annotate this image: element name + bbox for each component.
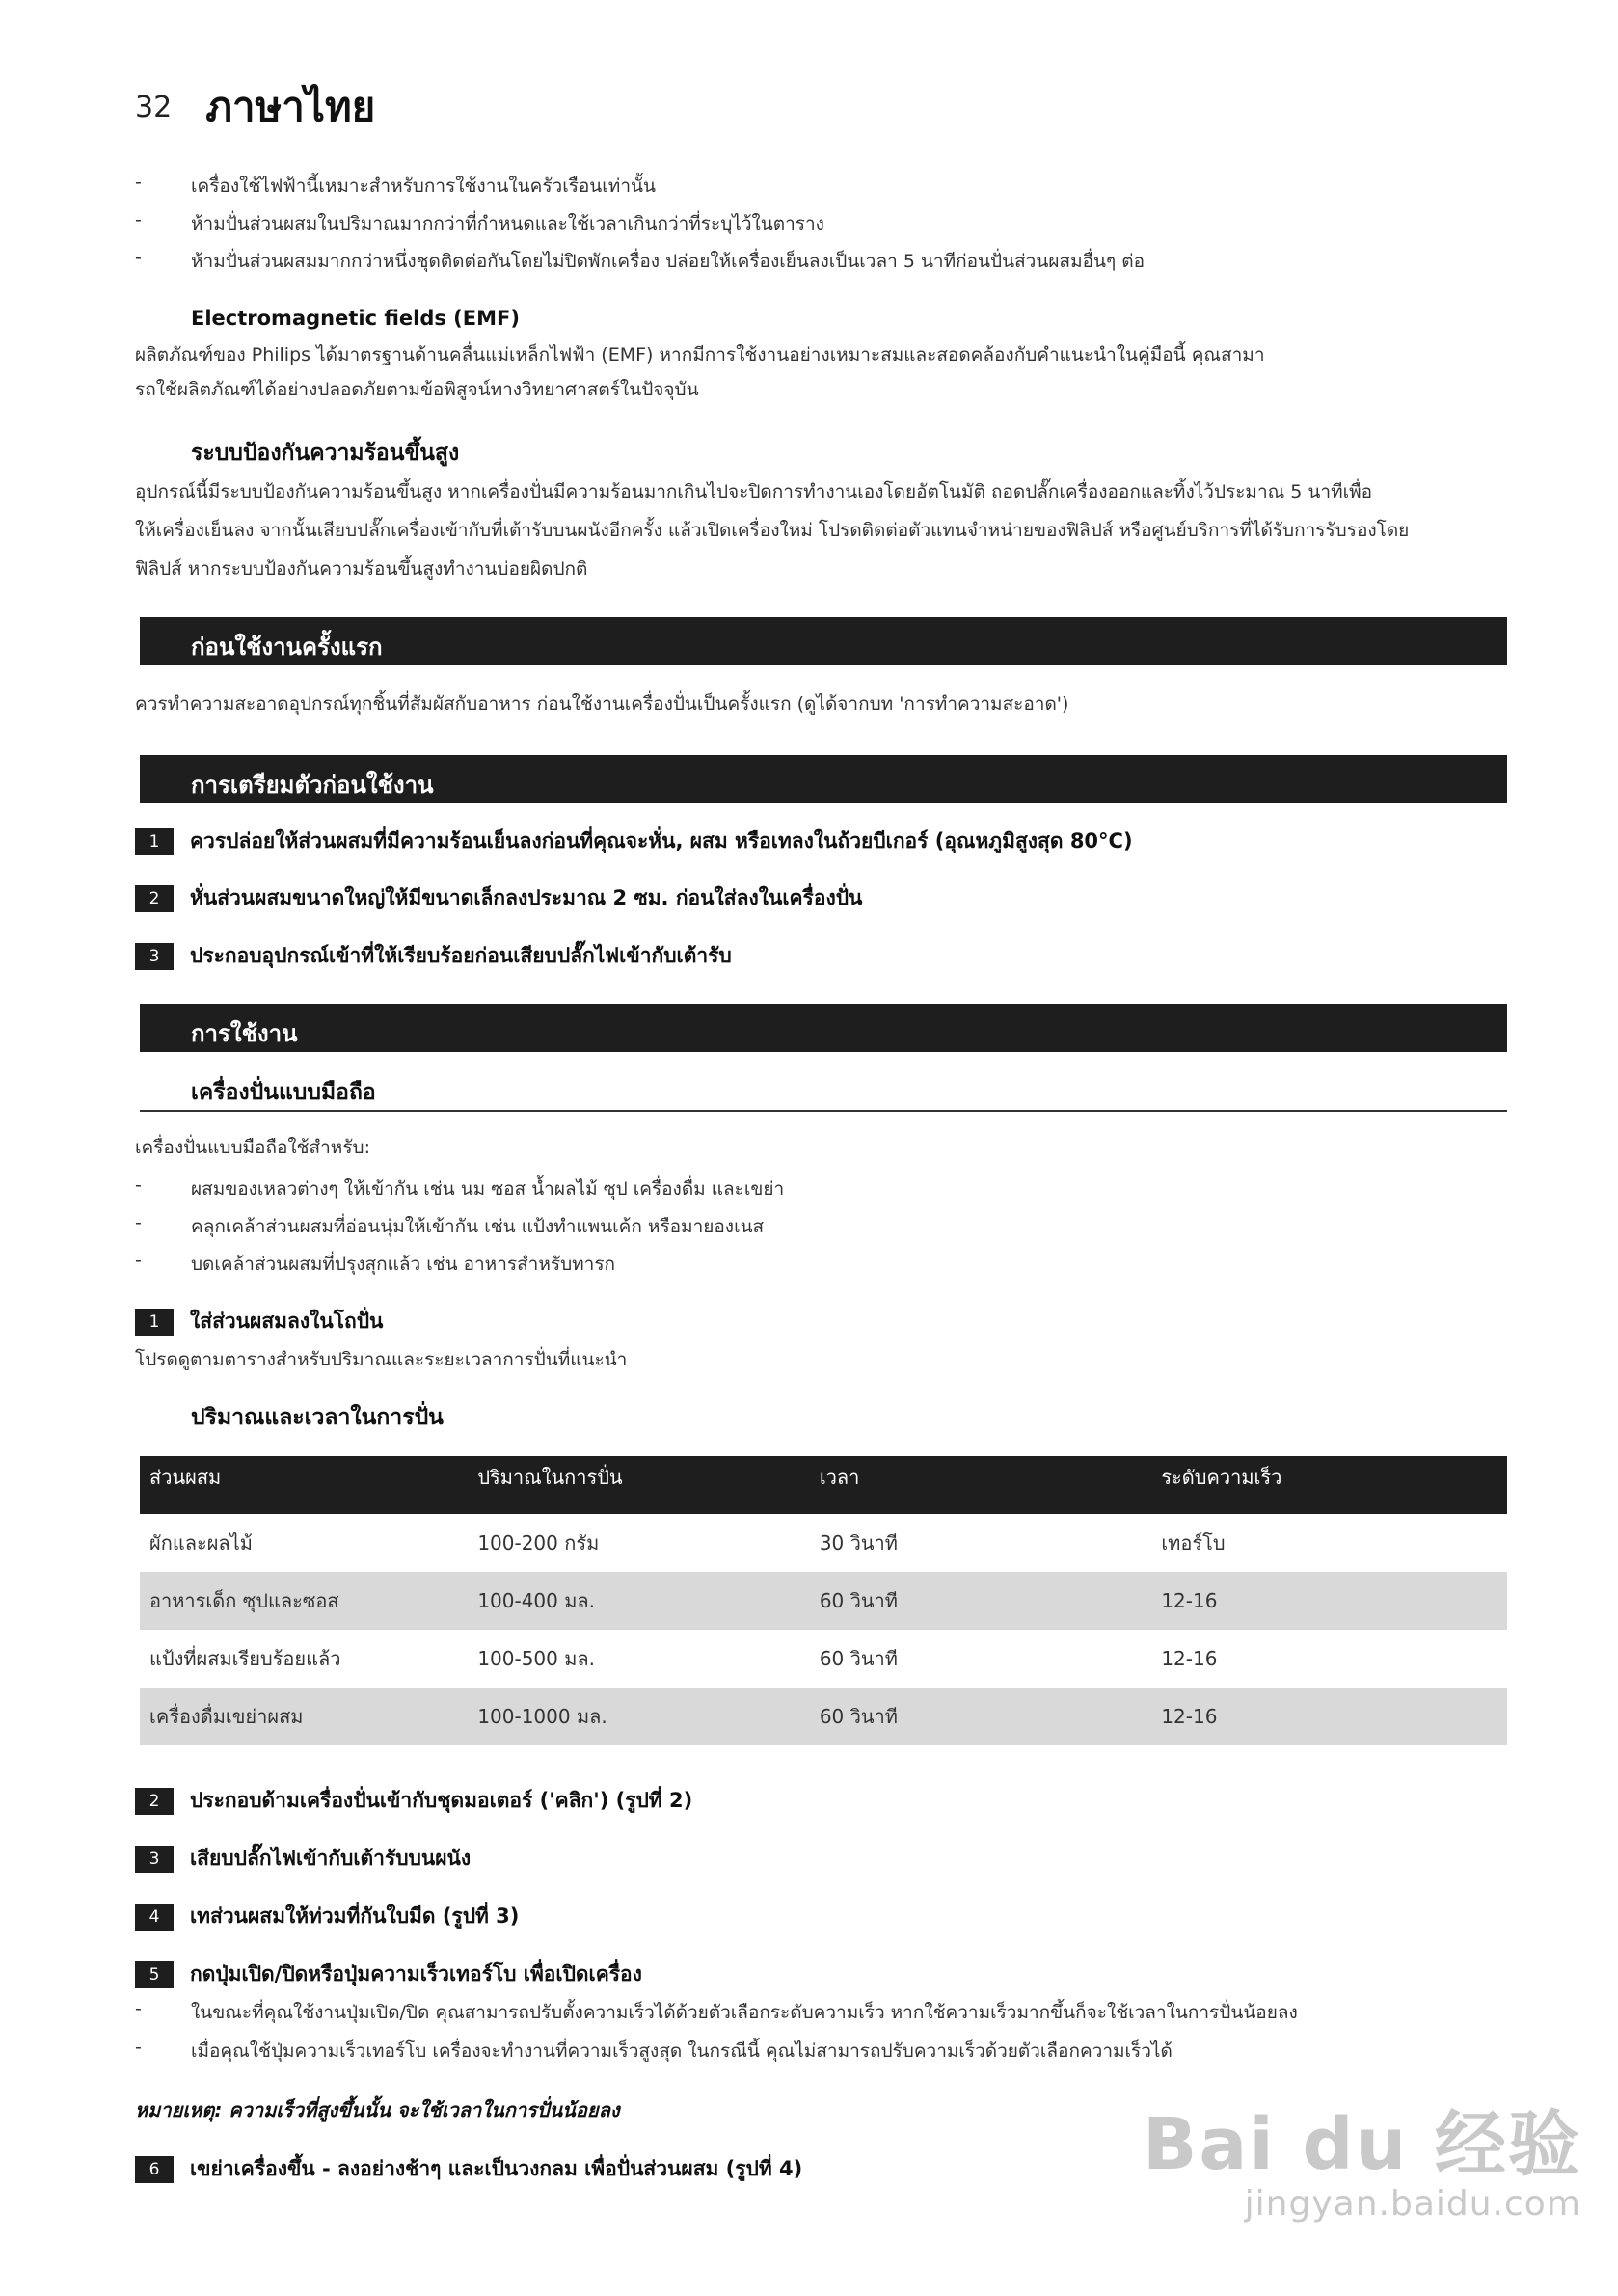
table-row xyxy=(140,1514,1507,1572)
table-cell: 60 วินาที xyxy=(810,1572,1152,1630)
speed-note: หมายเหตุ: ความเร็วที่สูงขึ้นนั้น จะใช้เวลาในการปั่นน้อยลง xyxy=(135,2098,620,2121)
overheat-paragraph xyxy=(135,473,1504,588)
step-number-badge: 6 xyxy=(135,2156,174,2183)
step-text: หั่นส่วนผสมขนาดใหญ่ให้มีขนาดเล็กลงประมาณ 2 ซม. ก่อนใส่ลงในเครื่องปั่น xyxy=(190,886,863,909)
use-step-2 xyxy=(135,1785,692,1817)
use-text: คลุกเคล้าส่วนผสมที่อ่อนนุ่มให้เข้ากัน เช่น แป้งทำแพนเค้ก หรือมายองเนส xyxy=(191,1216,765,1237)
step-text: ควรปล่อยให้ส่วนผสมที่มีความร้อนเย็นลงก่อนที่คุณจะหั่น, ผสม หรือเทลงในถ้วยบีเกอร์ (อุณหภูมิสูงสุด 80°C) xyxy=(190,829,1133,852)
dash-icon: - xyxy=(135,172,142,193)
overheat-heading: ระบบป้องกันความร้อนขึ้นสูง xyxy=(191,441,460,466)
section-title: ก่อนใช้งานครั้งแรก xyxy=(191,634,383,661)
table-cell: 30 วินาที xyxy=(819,1531,898,1554)
dash-icon: - xyxy=(135,1212,142,1233)
watermark-logo: Bai du 经验 xyxy=(1143,2103,1581,2186)
table-cell: อาหารเด็ก ซุปและซอส xyxy=(140,1572,468,1630)
table-cell: 60 วินาที xyxy=(819,1647,898,1670)
step-text: เขย่าเครื่องขึ้น - ลงอย่างช้าๆ และเป็นวงกลม เพื่อปั่นส่วนผสม (รูปที่ 4) xyxy=(190,2157,803,2180)
use-intro: เครื่องปั่นแบบมือถือใช้สำหรับ: xyxy=(135,1137,370,1158)
table-cell: 100-200 กรัม xyxy=(477,1531,600,1554)
step-text: กดปุ่มเปิด/ปิดหรือปุ่มความเร็วเทอร์โบ เพื่อเปิดเครื่อง xyxy=(190,1962,642,1985)
step-text: ประกอบอุปกรณ์เข้าที่ให้เรียบร้อยก่อนเสียบปลั๊กไฟเข้ากับเต้ารับ xyxy=(190,944,732,967)
table-cell: ผักและผลไม้ xyxy=(149,1531,253,1554)
prep-step-1 xyxy=(135,825,1133,857)
step-number-badge: 2 xyxy=(135,1788,174,1815)
prep-step-2 xyxy=(135,882,862,914)
paragraph-line: ให้เครื่องเย็นลง จากนั้นเสียบปลั๊กเครื่องเข้ากับที่เต้ารับบนผนังอีกครั้ง แล้วเปิดเครื่องใหม่ โปรดติดต่อตัวแทนจำหน่ายของฟิลิปส์ หรือศูนย์บริการที่ได้รับการรับรองโดย xyxy=(135,520,1410,541)
paragraph-line: ผลิตภัณฑ์ของ Philips ได้มาตรฐานด้านคลื่นแม่เหล็กไฟฟ้า (EMF) หากมีการใช้งานอย่างเหมาะสมและสอดคล้องกับคำแนะนำในคู่มือนี้ คุณสามา xyxy=(135,344,1265,365)
note-text: เมื่อคุณใช้ปุ่มความเร็วเทอร์โบ เครื่องจะทำงานที่ความเร็วสูงสุด ในกรณีนี้ คุณไม่สามารถปรับความเร็วด้วยตัวเลือกความเร็วได้ xyxy=(191,2040,1173,2062)
table-title: ปริมาณและเวลาในการปั่น xyxy=(191,1405,444,1430)
table-row xyxy=(140,1630,1507,1688)
section-title: การเตรียมตัวก่อนใช้งาน xyxy=(191,771,434,798)
page-title: ภาษาไทย xyxy=(205,83,376,130)
section-bar-first-use xyxy=(140,617,1507,665)
table-cell: 12-16 xyxy=(1151,1572,1507,1630)
divider xyxy=(140,1110,1507,1112)
table-cell: เทอร์โบ xyxy=(1161,1531,1226,1554)
table-cell: 12-16 xyxy=(1161,1647,1218,1670)
dash-icon: - xyxy=(135,247,142,268)
table-row xyxy=(140,1572,1507,1630)
prep-step-3 xyxy=(135,940,732,972)
step-text: เทส่วนผสมให้ท่วมที่กันใบมีด (รูปที่ 3) xyxy=(190,1904,520,1928)
section-bar-preparation xyxy=(140,755,1507,803)
dash-icon: - xyxy=(135,209,142,230)
emf-heading: Electromagnetic fields (EMF) xyxy=(191,307,520,330)
step-number-badge: 2 xyxy=(135,885,174,912)
step-number-badge: 1 xyxy=(135,1309,174,1336)
page-number: 32 xyxy=(135,90,173,124)
table-header-row xyxy=(140,1456,1507,1514)
paragraph-line: อุปกรณ์นี้มีระบบป้องกันความร้อนขึ้นสูง หากเครื่องปั่นมีความร้อนมากเกินไปจะปิดการทำงานเองโดยอัตโนมัติ ถอดปลั๊กเครื่องออกและทิ้งไว้ประมาณ 5 นาทีเพื่อ xyxy=(135,481,1373,502)
use-step-6 xyxy=(135,2153,802,2185)
step-number-badge: 3 xyxy=(135,1846,174,1873)
table-header-cell: ระดับความเร็ว xyxy=(1151,1456,1507,1514)
warning-text: ห้ามปั่นส่วนผสมในปริมาณมากกว่าที่กำหนดและใช้เวลาเกินกว่าที่ระบุไว้ในตาราง xyxy=(191,213,824,234)
use-text: บดเคล้าส่วนผสมที่ปรุงสุกแล้ว เช่น อาหารสำหรับทารก xyxy=(191,1254,616,1275)
use-step-3 xyxy=(135,1843,471,1875)
use-step-1 xyxy=(135,1306,383,1337)
table-header-cell: ปริมาณในการปั่น xyxy=(468,1456,810,1514)
step-number-badge: 4 xyxy=(135,1904,174,1931)
use-text: ผสมของเหลวต่างๆ ให้เข้ากัน เช่น นม ซอส น้ำผลไม้ ซุป เครื่องดื่ม และเขย่า xyxy=(191,1178,785,1200)
step-text: ประกอบด้ามเครื่องปั่นเข้ากับชุดมอเตอร์ ('คลิก') (รูปที่ 2) xyxy=(190,1789,693,1812)
page-header xyxy=(135,75,375,139)
baidu-watermark xyxy=(1143,2088,1581,2224)
table-cell: 60 วินาที xyxy=(810,1688,1152,1745)
step-number-badge: 3 xyxy=(135,943,174,970)
step-text: เสียบปลั๊กไฟเข้ากับเต้ารับบนผนัง xyxy=(190,1847,472,1870)
step1-note: โปรดดูตามตารางสำหรับปริมาณและระยะเวลาการปั่นที่แนะนำ xyxy=(135,1349,628,1370)
note-text: ในขณะที่คุณใช้งานปุ่มเปิด/ปิด คุณสามารถปรับตั้งความเร็วได้ด้วยตัวเลือกระดับความเร็ว หากใช้ความเร็วมากขึ้นก็จะใช้เวลาในการปั่นน้อยลง xyxy=(191,2002,1298,2023)
table-cell: เครื่องดื่มเขย่าผสม xyxy=(140,1688,468,1745)
use-step-4 xyxy=(135,1901,519,1932)
step-text: ใส่ส่วนผสมลงในโถปั่น xyxy=(190,1310,384,1333)
dash-icon: - xyxy=(135,1250,142,1271)
section-title: การใช้งาน xyxy=(191,1020,298,1047)
warning-text: เครื่องใช้ไฟฟ้านี้เหมาะสำหรับการใช้งานในครัวเรือนเท่านั้น xyxy=(191,176,656,197)
table-cell: แป้งที่ผสมเรียบร้อยแล้ว xyxy=(149,1647,341,1670)
table-cell: 100-1000 มล. xyxy=(468,1688,810,1745)
paragraph-line: ฟิลิปส์ หากระบบป้องกันความร้อนขึ้นสูงทำงานบ่อยผิดปกติ xyxy=(135,558,588,580)
table-row xyxy=(140,1688,1507,1745)
table-cell: 12-16 xyxy=(1151,1688,1507,1745)
watermark-url: jingyan.baidu.com xyxy=(1244,2184,1581,2224)
paragraph-line: รถใช้ผลิตภัณฑ์ได้อย่างปลอดภัยตามข้อพิสูจน์ทางวิทยาศาสตร์ในปัจจุบัน xyxy=(135,379,699,400)
dash-icon: - xyxy=(135,1998,142,2019)
step-number-badge: 1 xyxy=(135,828,174,855)
section-bar-use xyxy=(140,1004,1507,1052)
first-use-text: ควรทำความสะอาดอุปกรณ์ทุกชิ้นที่สัมผัสกับอาหาร ก่อนใช้งานเครื่องปั่นเป็นครั้งแรก (ดูได้จากบท 'การทำความสะอาด') xyxy=(135,693,1069,715)
table-cell: 100-500 มล. xyxy=(477,1647,596,1670)
blending-table xyxy=(140,1456,1507,1745)
table-header-cell: เวลา xyxy=(810,1456,1152,1514)
table-cell: 100-400 มล. xyxy=(468,1572,810,1630)
emf-paragraph xyxy=(135,338,1504,407)
use-step-5 xyxy=(135,1958,642,1990)
subsection-title: เครื่องปั่นแบบมือถือ xyxy=(191,1080,376,1105)
table-header-cell: ส่วนผสม xyxy=(140,1456,468,1514)
dash-icon: - xyxy=(135,2037,142,2058)
step-number-badge: 5 xyxy=(135,1961,174,1988)
warning-text: ห้ามปั่นส่วนผสมมากกว่าหนึ่งชุดติดต่อกันโดยไม่ปิดพักเครื่อง ปล่อยให้เครื่องเย็นลงเป็นเวลา 5 นาทีก่อนปั่นส่วนผสมอื่นๆ ต่อ xyxy=(191,251,1145,272)
dash-icon: - xyxy=(135,1175,142,1196)
